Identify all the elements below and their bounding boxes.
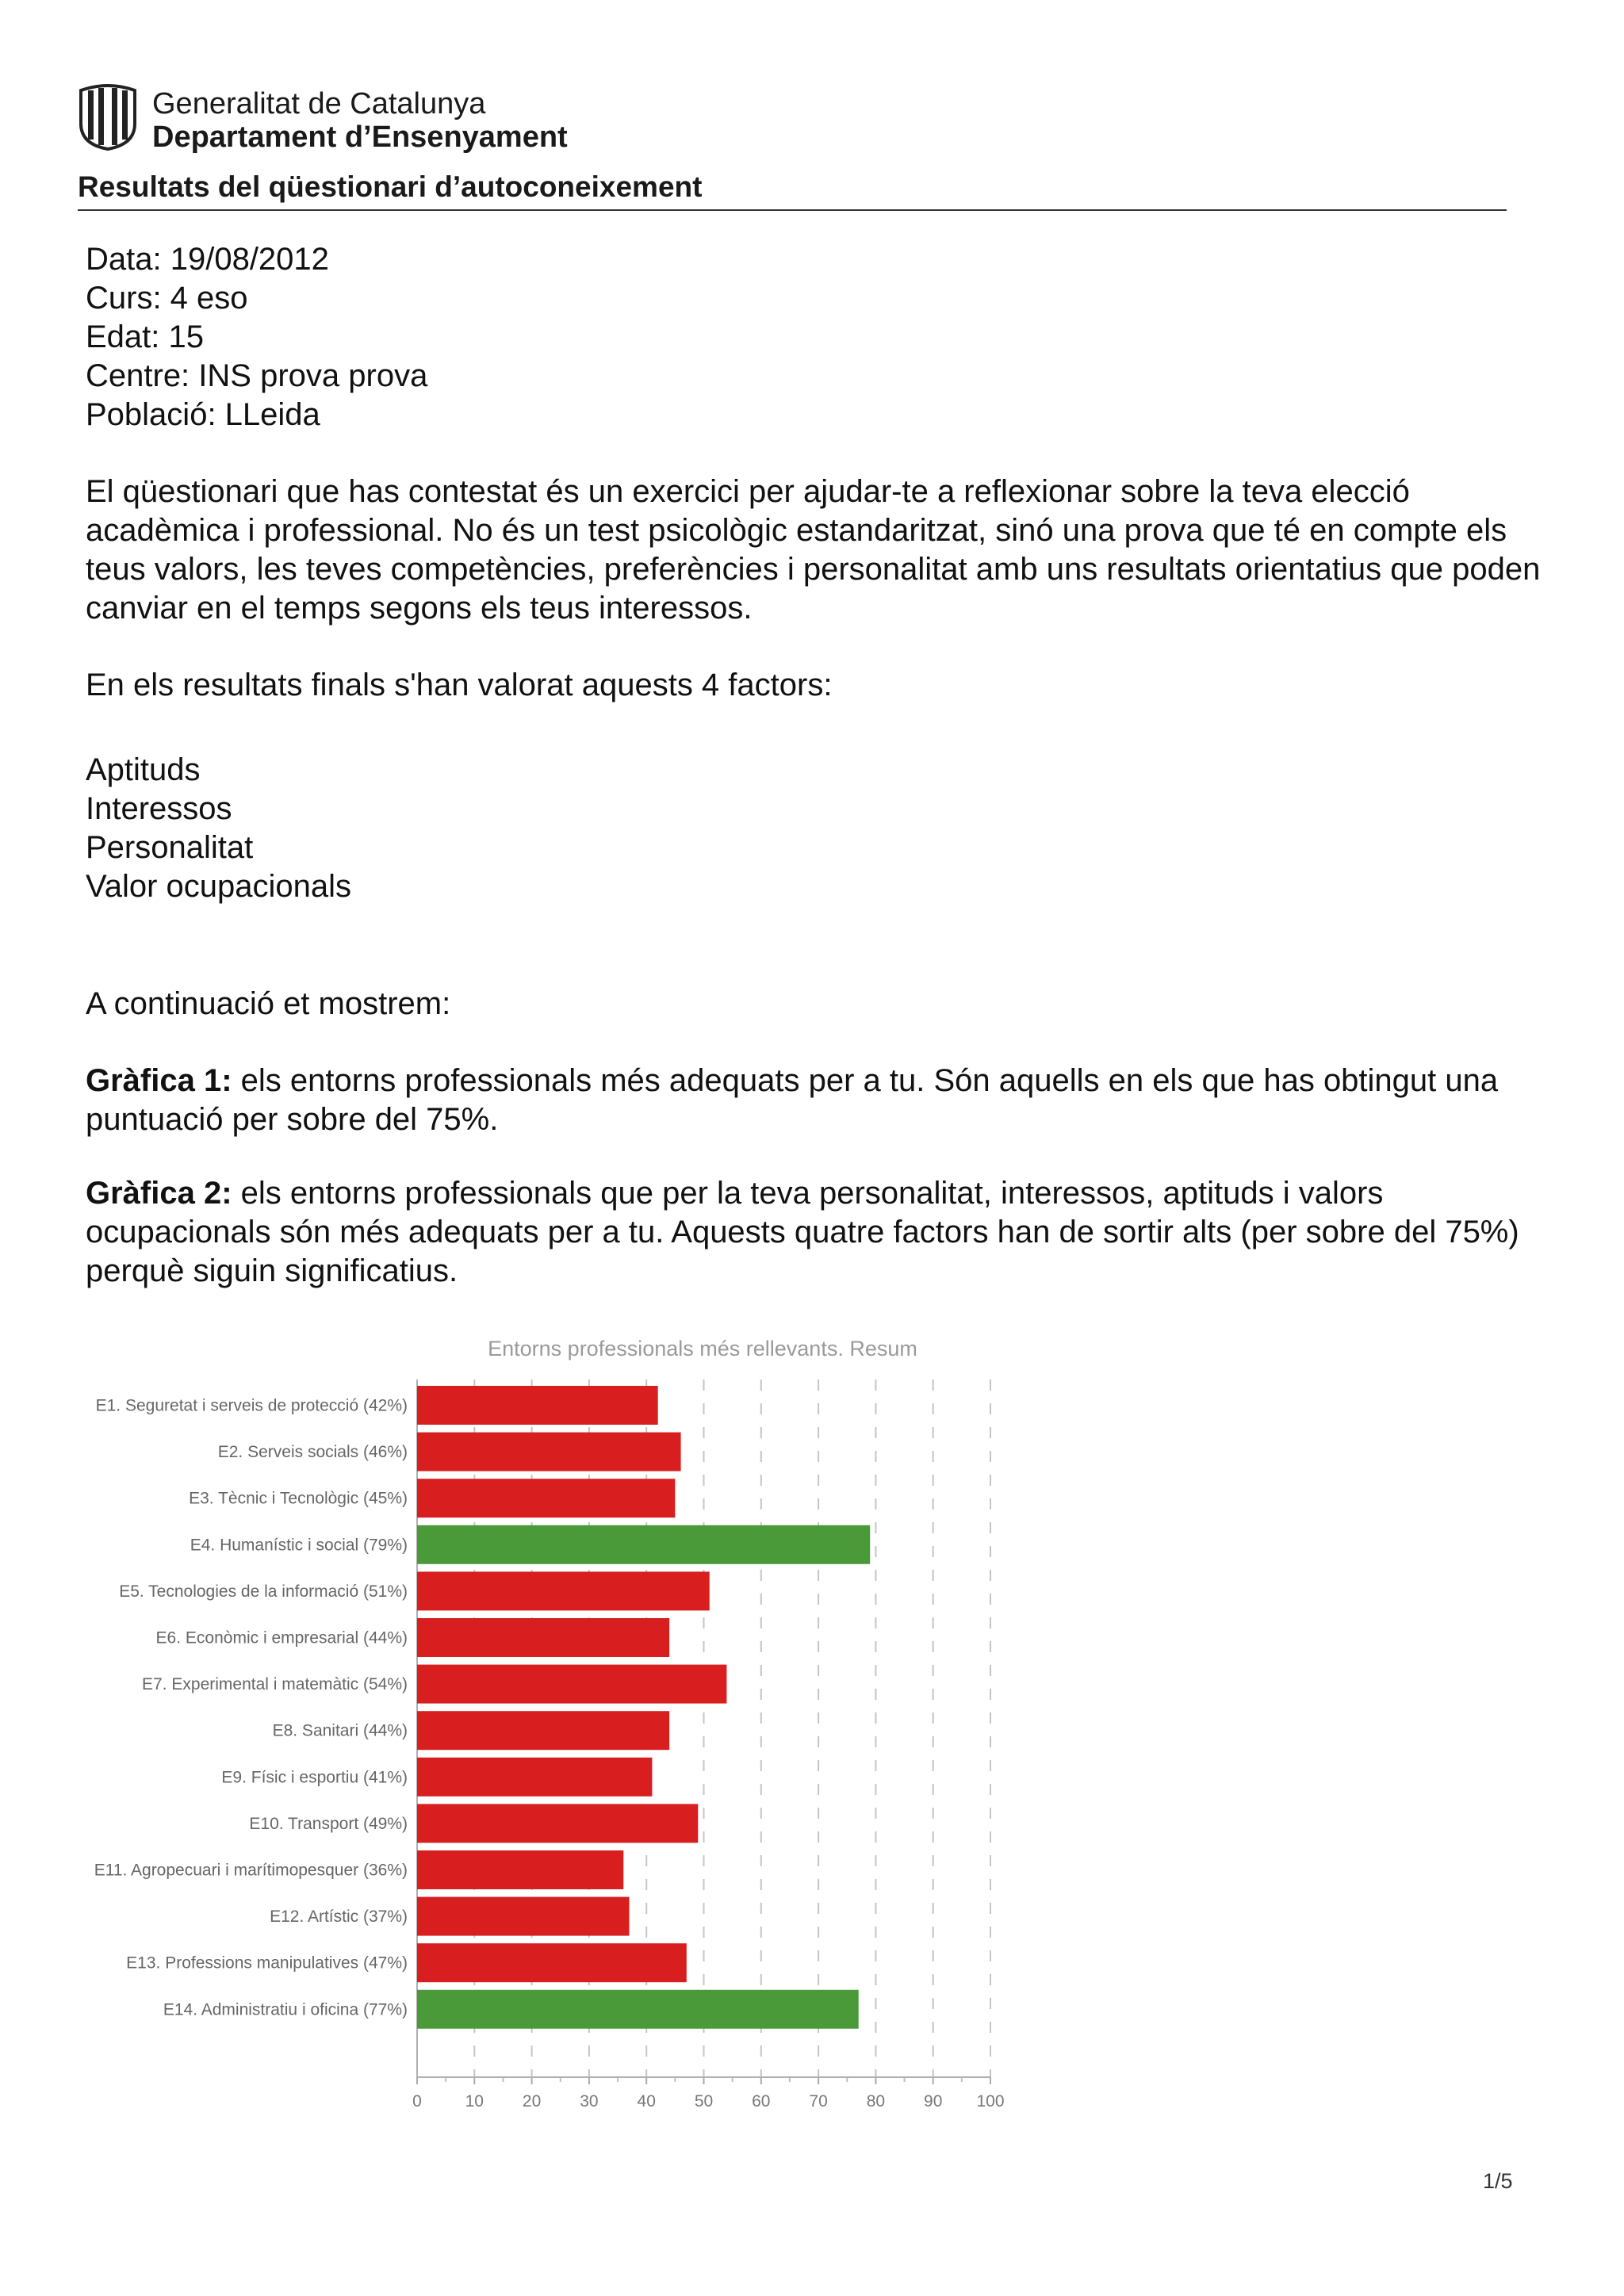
bar-category-label: E14. Administratiu i oficina (77%) [163, 2000, 408, 2019]
bar-category-label: E10. Transport (49%) [249, 1814, 408, 1833]
info-date: Data: 19/08/2012 [86, 242, 329, 277]
grafica2-text: els entorns professionals que per la teva personalitat, interessos, aptituds i valors ocupacionals són més adequats per a tu. Aquests quatre factors han de sortir alts (per sobre del 75%) perquè siguin significatius. [86, 1176, 1519, 1288]
chart-bar [417, 1804, 698, 1843]
info-school: Centre: INS prova prova [86, 358, 428, 393]
chart-bar [417, 1479, 675, 1517]
chart-bar [417, 1618, 669, 1657]
department-name: Departament d’Ensenyament [152, 121, 568, 154]
x-tick-label: 60 [752, 2092, 771, 2110]
intro-paragraph: El qüestionari que has contestat és un exercici per ajudar-te a reflexionar sobre la teva elecció acadèmica i professional. No és un test psicològic estandaritzat, sinó una prova que té en compte els teus valors, les teves competències, preferències i personalitat amb uns resultats orientatius que poden canviar en el temps segons els teus interessos. [86, 474, 1541, 626]
professional-environments-chart [71, 1324, 1039, 2117]
x-tick-label: 30 [580, 2092, 599, 2110]
x-tick-label: 70 [809, 2092, 828, 2110]
factor-item: Personalitat [86, 830, 254, 865]
chart-bar [417, 1665, 726, 1704]
header-divider [78, 209, 1507, 211]
bar-category-label: E8. Sanitari (44%) [272, 1721, 408, 1740]
bar-category-label: E13. Professions manipulatives (47%) [126, 1954, 408, 1973]
factor-item: Aptituds [86, 752, 201, 787]
chart-bar [417, 1990, 859, 2029]
bar-category-label: E12. Artístic (37%) [270, 1908, 408, 1927]
generalitat-de-catalunya-emblem-icon [78, 82, 138, 151]
x-tick-label: 100 [976, 2092, 1005, 2110]
info-age: Edat: 15 [86, 320, 205, 354]
grafica2-description [86, 1174, 1561, 1291]
organization-name: Generalitat de Catalunya [152, 87, 486, 121]
bar-category-label: E7. Experimental i matemàtic (54%) [142, 1675, 408, 1694]
factor-item: Valor ocupacionals [86, 869, 352, 904]
bar-category-label: E1. Seguretat i serveis de protecció (42%) [95, 1396, 408, 1415]
continue-text: A continuació et mostrem: [86, 986, 451, 1021]
x-tick-label: 0 [412, 2092, 422, 2110]
chart-title: Entorns professionals més rellevants. Resum [488, 1337, 917, 1360]
bar-category-label: E3. Tècnic i Tecnològic (45%) [189, 1489, 408, 1508]
chart-bar [417, 1758, 652, 1797]
chart-bar [417, 1571, 710, 1610]
x-tick-label: 20 [522, 2092, 542, 2110]
chart-bar [417, 1433, 681, 1471]
factors-list [86, 751, 1561, 906]
grafica2-label: Gràfica 2: [86, 1176, 232, 1211]
chart-bar [417, 1525, 870, 1564]
x-tick-label: 80 [866, 2092, 886, 2110]
x-tick-label: 40 [637, 2092, 656, 2110]
info-course: Curs: 4 eso [86, 281, 248, 316]
x-tick-label: 10 [465, 2092, 484, 2110]
x-tick-label: 90 [924, 2092, 943, 2110]
chart-bar [417, 1386, 658, 1425]
grafica1-text: els entorns professionals més adequats per a tu. Són aquells en els que has obtingut una puntuació per sobre del 75%. [86, 1063, 1499, 1137]
chart-bar [417, 1897, 630, 1936]
grafica1-description [86, 1062, 1561, 1139]
bar-category-label: E5. Tecnologies de la informació (51%) [119, 1582, 408, 1601]
bar-category-label: E4. Humanístic i social (79%) [190, 1536, 408, 1555]
factors-intro: En els resultats finals s'han valorat aquests 4 factors: [86, 668, 833, 702]
chart-bar [417, 1711, 669, 1750]
bar-category-label: E9. Físic i esportiu (41%) [221, 1768, 408, 1787]
page-number: 1/5 [1483, 2169, 1513, 2193]
x-tick-label: 50 [694, 2092, 714, 2110]
bar-category-label: E2. Serveis socials (46%) [217, 1443, 408, 1462]
document-title: Resultats del qüestionari d’autoconeixement [78, 170, 703, 203]
factor-item: Interessos [86, 791, 232, 826]
student-info [86, 240, 1561, 434]
info-town: Població: LLeida [86, 397, 320, 432]
chart-bar [417, 1850, 623, 1889]
bar-category-label: E6. Econòmic i empresarial (44%) [155, 1628, 408, 1647]
grafica1-label: Gràfica 1: [86, 1063, 232, 1098]
chart-bar [417, 1943, 687, 1982]
bar-category-label: E11. Agropecuari i marítimopesquer (36%) [94, 1861, 408, 1880]
